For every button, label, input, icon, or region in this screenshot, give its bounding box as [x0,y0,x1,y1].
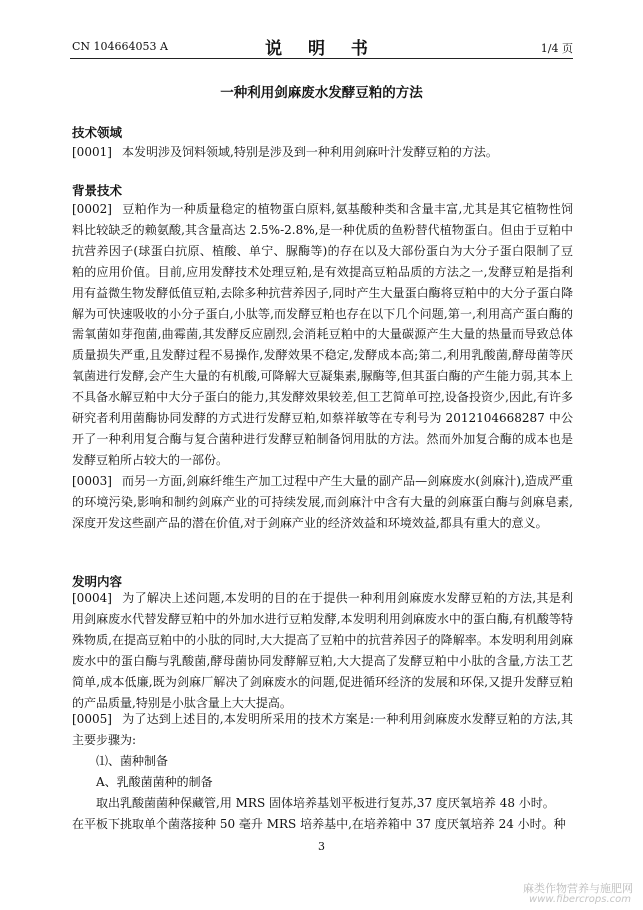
paragraph-number: [0003] [72,474,112,488]
paragraph-0005 [72,709,573,751]
body-line: 取出乳酸菌菌种保藏管,用 MRS 固体培养基划平板进行复苏,37 度厌氧培养 48 小时。 [96,796,555,810]
step-lactobacillus-preparation: A、乳酸菌菌种的制备 [96,775,213,789]
paragraph-0001 [72,142,573,163]
section-heading-background: 背景技术 [72,183,123,198]
header-doc-type: 说 明 书 [265,39,378,59]
paragraph-0004 [72,588,573,713]
body-line: 在平板下挑取单个菌落接种 50 毫升 MRS 培养基中,在培养箱中 37 度厌氧培养 24 小时。种 [72,817,566,831]
header-patent-number: CN 104664053 A [72,40,168,53]
paragraph-number: [0005] [72,712,112,726]
step-strain-preparation: ⑴、菌种制备 [96,754,169,768]
paragraph-number: [0001] [72,145,112,159]
paragraph-text: 为了解决上述问题,本发明的目的在于提供一种利用剑麻废水发酵豆粕的方法,其是利用剑麻废水代替发酵豆粕中的外加水进行豆粕发酵,本发明利用剑麻废水中的蛋白酶,有机酸等特殊物质,在提高豆粕中的小肽的同时,大大提高了豆粕中的抗营养因子的降解率。本发明利用剑麻废水中的蛋白酶与乳酸菌,酵母菌协同发酵解豆粕,大大提高了发酵豆粕中小肽的含量,方法工艺简单,成本低廉,既为剑麻厂解决了剑麻废水的问题,促进循环经济的发展和环保,又提升发酵豆粕的产品质量,特别是小肽含量上大大提高。 [72,591,573,710]
watermark-site-name: 麻类作物营养与施肥网 [523,882,633,895]
document-title: 一种利用剑麻废水发酵豆粕的方法 [220,85,423,101]
section-heading-tech-field: 技术领域 [72,125,123,140]
paragraph-text: 豆粕作为一种质量稳定的植物蛋白原料,氨基酸种类和含量丰富,尤其是其它植物性饲料比较缺乏的赖氨酸,其含量高达 2.5%-2.8%,是一种优质的鱼粉替代植物蛋白。但由于豆粕中抗营养因子(球蛋白抗原、植酸、单宁、脲酶等)的存在以及大部份蛋白为大分子蛋白限制了豆粕的应用价值。目前,应用发酵技术处理豆粕,是有效提高豆粕品质的方法之一,发酵豆粕是指利用有益微生物发酵低值豆粕,去除多种抗营养因子,同时产生大量蛋白酶将豆粕中的大分子蛋白降解为可快速吸收的小分子蛋白,小肽等,而发酵豆粕也存在以下几个问题,第一,利用高产蛋白酶的需氧菌如芽孢菌,曲霉菌,其发酵反应剧烈,会消耗豆粕中的大量碳源产生大量的热量而导致总体质量损失严重,且发酵过程不易操作,发酵效果不稳定,发酵成本高;第二,利用乳酸菌,酵母菌等厌氧菌进行发酵,会产生大量的有机酸,可降解大豆凝集素,脲酶等,但其蛋白酶的产生能力弱,其本上不具备水解豆粕中大分子蛋白的能力,其发酵效果较差,但工艺简单可控,设备投资少,因此,有许多研究者利用菌酶协同发酵的方式进行发酵豆粕,如蔡祥敏等在专利号为 2012104668287 中公开了一种利用复合酶与复合菌种进行发酵豆粕制备饲用肽的方法。然而外加复合酶的成本也是发酵豆粕所占较大的一部份。 [72,202,573,467]
section-heading-invention: 发明内容 [72,574,123,589]
paragraph-text: 为了达到上述目的,本发明所采用的技术方案是:一种利用剑麻废水发酵豆粕的方法,其主要步骤为: [72,712,573,747]
watermark-url: www.fibercrops.com [529,894,631,905]
paragraph-number: [0004] [72,591,112,605]
page-number: 3 [318,840,325,853]
paragraph-number: [0002] [72,202,112,216]
paragraph-text: 本发明涉及饲料领域,特别是涉及到一种利用剑麻叶汁发酵豆粕的方法。 [122,145,498,159]
paragraph-0003 [72,471,573,534]
paragraph-0002 [72,199,573,471]
header-page-indicator: 1/4 页 [540,42,573,55]
paragraph-text: 而另一方面,剑麻纤维生产加工过程中产生大量的副产品—剑麻废水(剑麻汁),造成严重的环境污染,影响和制约剑麻产业的可持续发展,而剑麻汁中含有大量的剑麻蛋白酶与剑麻皂素,深度开发这些副产品的潜在价值,对于剑麻产业的经济效益和环境效益,都具有重大的意义。 [72,474,573,530]
header-rule [70,58,573,59]
